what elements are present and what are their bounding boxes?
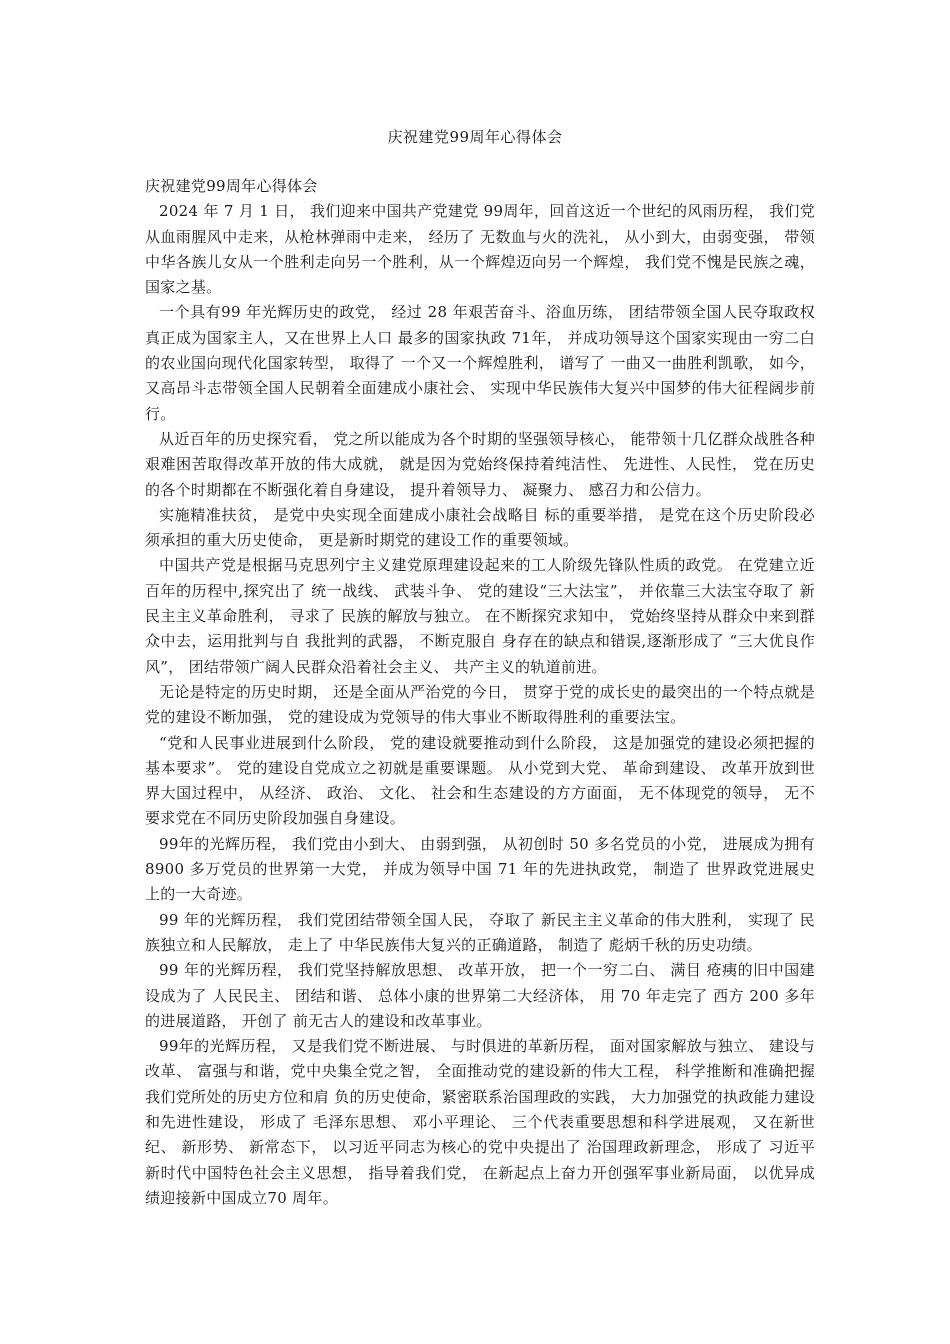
paragraph-1: 2024 年 7 月 1 日， 我们迎来中国共产党建党 99周年，回首这近一个世纪的风雨历程， 我们党从血雨腥风中走来，从枪林弹雨中走来， 经历了 无数血与火的洗礼， 从小到大，由弱变强， 带领中华各族儿女从一个胜利走向另一个胜利，从一个辉煌迈向另一个辉煌， 我们党不愧是民族之魂， 国家之基。	[145, 202, 815, 297]
paragraph-7: “党和人民事业进展到什么阶段， 党的建设就要推动到什么阶段， 这是加强党的建设必须把握的基本要求”。 党的建设自党成立之初就是重要课题。 从小党到大党、 革命到建设、 改革开放到世界大国过程中， 从经济、 政治、 文化、 社会和生态建设的方方面面， 无不体现党的领导， 无不要求党在不同历史阶段加强自身建设。	[145, 733, 815, 828]
document-body	[145, 174, 815, 1211]
paragraph-5: 中国共产党是根据马克思列宁主义建党原理建设起来的工人阶级先锋队性质的政党。 在党建立近百年的历程中,探究出了 统一战线、 武装斗争、 党的建设“三大法宝”， 并依靠三大法宝夺取了 新民主主义革命胜利， 寻求了 民族的解放与独立。 在不断探究求知中， 党始终坚持从群众中来到群众中去，运用批判与自 我批判的武器， 不断克服自 身存在的缺点和错误,逐渐形成了 “三大优良作风”， 团结带领广阔人民群众沿着社会主义、 共产主义的轨道前进。	[145, 556, 815, 676]
paragraph-10: 99 年的光辉历程， 我们党坚持解放思想、 改革开放， 把一个一穷二白、 满目 疮痍的旧中国建设成为了 人民民主、 团结和谐、 总体小康的世界第二大经济体， 用 70 年走完了 西方 200 多年的进展道路， 开创了 前无古人的建设和改革事业。	[145, 961, 815, 1030]
paragraph-4: 实施精准扶贫， 是党中央实现全面建成小康社会战略目 标的重要举措， 是党在这个历史阶段必须承担的重大历史使命， 更是新时期党的建设工作的重要领域。	[145, 505, 815, 550]
paragraph-11: 99年的光辉历程， 又是我们党不断进展、 与时俱进的革新历程， 面对国家解放与独立、 建设与改革、 富强与和谐，党中央集全党之智， 全面推动党的建设新的伟大工程， 科学推断和准确把握我们党所处的历史方位和肩 负的历史使命，紧密联系治国理政的实践， 大力加强党的执政能力建设和先进性建设， 形成了 毛泽东思想、 邓小平理论、 三个代表重要思想和科学进展观， 又在新世纪、 新形势、 新常态下， 以习近平同志为核心的党中央提出了 治国理政新理念， 形成了 习近平新时代中国特色社会主义思想， 指导着我们党， 在新起点上奋力开创强军事业新局面， 以优异成绩迎接新中国成立70 周年。	[145, 1037, 815, 1207]
paragraph-8: 99年的光辉历程， 我们党由小到大、 由弱到强， 从初创时 50 多名党员的小党， 进展成为拥有 8900 多万党员的世界第一大党， 并成为领导中国 71 年的先进执政党， 制造了 世界政党进展史上的一大奇迹。	[145, 834, 815, 904]
paragraph-9: 99 年的光辉历程， 我们党团结带领全国人民， 夺取了 新民主主义革命的伟大胜利， 实现了 民族独立和人民解放， 走上了 中华民族伟大复兴的正确道路， 制造了 彪炳千秋的历史功绩。	[145, 910, 815, 954]
document-subtitle: 庆祝建党99周年心得体会	[145, 177, 318, 195]
paragraph-2: 一个具有99 年光辉历史的政党， 经过 28 年艰苦奋斗、浴血历练， 团结带领全国人民夺取政权真正成为国家主人，又在世界上人口 最多的国家执政 71年， 并成功领导这个国家实现由一穷二白的农业国向现代化国家转型， 取得了 一个又一个辉煌胜利， 谱写了 一曲又一曲胜利凯歌， 如今， 又高昂斗志带领全国人民朝着全面建成小康社会、 实现中华民族伟大复兴中国梦的伟大征程阔步前行。	[145, 303, 815, 423]
paragraph-6: 无论是特定的历史时期， 还是全面从严治党的今日， 贯穿于党的成长史的最突出的一个特点就是党的建设不断加强， 党的建设成为党领导的伟大事业不断取得胜利的重要法宝。	[145, 682, 815, 727]
document-title: 庆祝建党99周年心得体会	[387, 128, 563, 146]
paragraph-3: 从近百年的历史探究看， 党之所以能成为各个时期的坚强领导核心， 能带领十几亿群众战胜各种艰难困苦取得改革开放的伟大成就， 就是因为党始终保持着纯洁性、 先进性、人民性， 党在历史的各个时期都在不断强化着自身建设， 提升着领导力、 凝聚力、 感召力和公信力。	[145, 429, 815, 499]
